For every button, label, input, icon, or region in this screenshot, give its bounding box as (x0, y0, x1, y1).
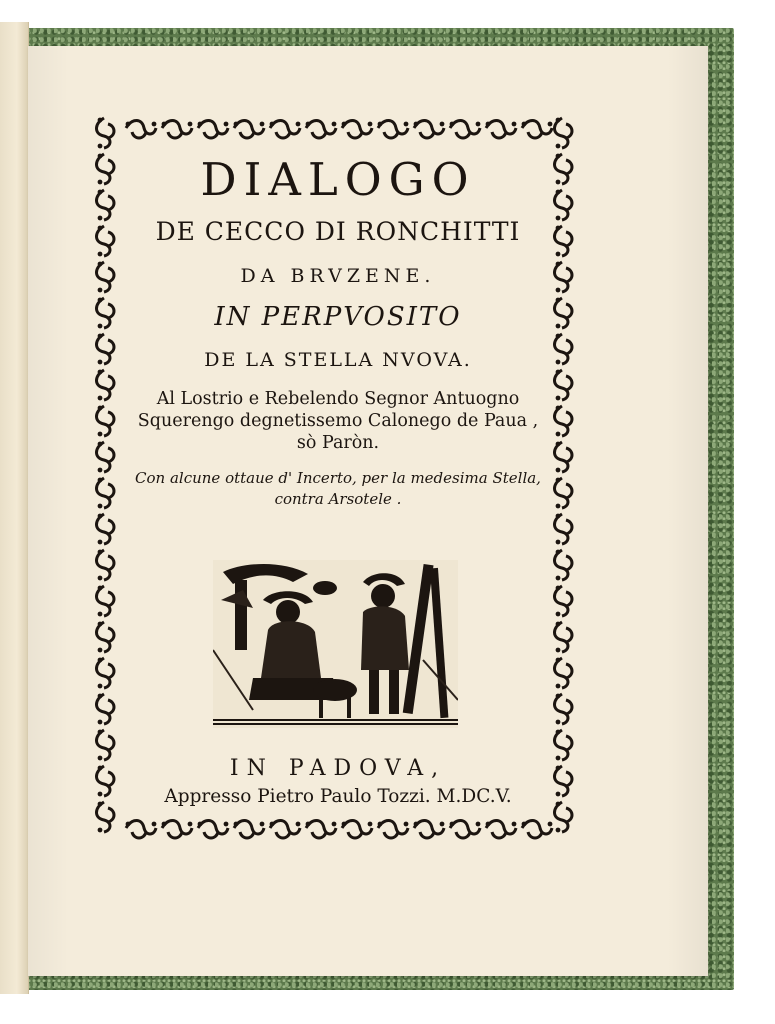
title-block (128, 150, 548, 510)
imprint-printer: Appresso Pietro Paulo Tozzi. M.DC.V. (164, 786, 512, 807)
woodcut-two-figures-icon (213, 560, 458, 728)
subtitle-origin: DA BRVZENE. (240, 265, 436, 287)
dedication: Al Lostrio e Rebelendo Segnor Antuogno Squerengo degnetissemo Calonego de Paua , sò Paròn. (137, 389, 539, 453)
subtitle-topic: IN PERPVOSITO (214, 302, 462, 332)
title: DIALOGO (200, 153, 476, 206)
imprint-place: IN PADOVA, (229, 756, 447, 781)
subtitle-author: DE CECCO DI RONCHITTI (155, 217, 521, 246)
note: Con alcune ottaue d' Incerto, per la medesima Stella, contra Arsotele . (135, 469, 541, 508)
page-edge (0, 22, 29, 994)
subtitle-star: DE LA STELLA NVOVA. (204, 349, 472, 371)
